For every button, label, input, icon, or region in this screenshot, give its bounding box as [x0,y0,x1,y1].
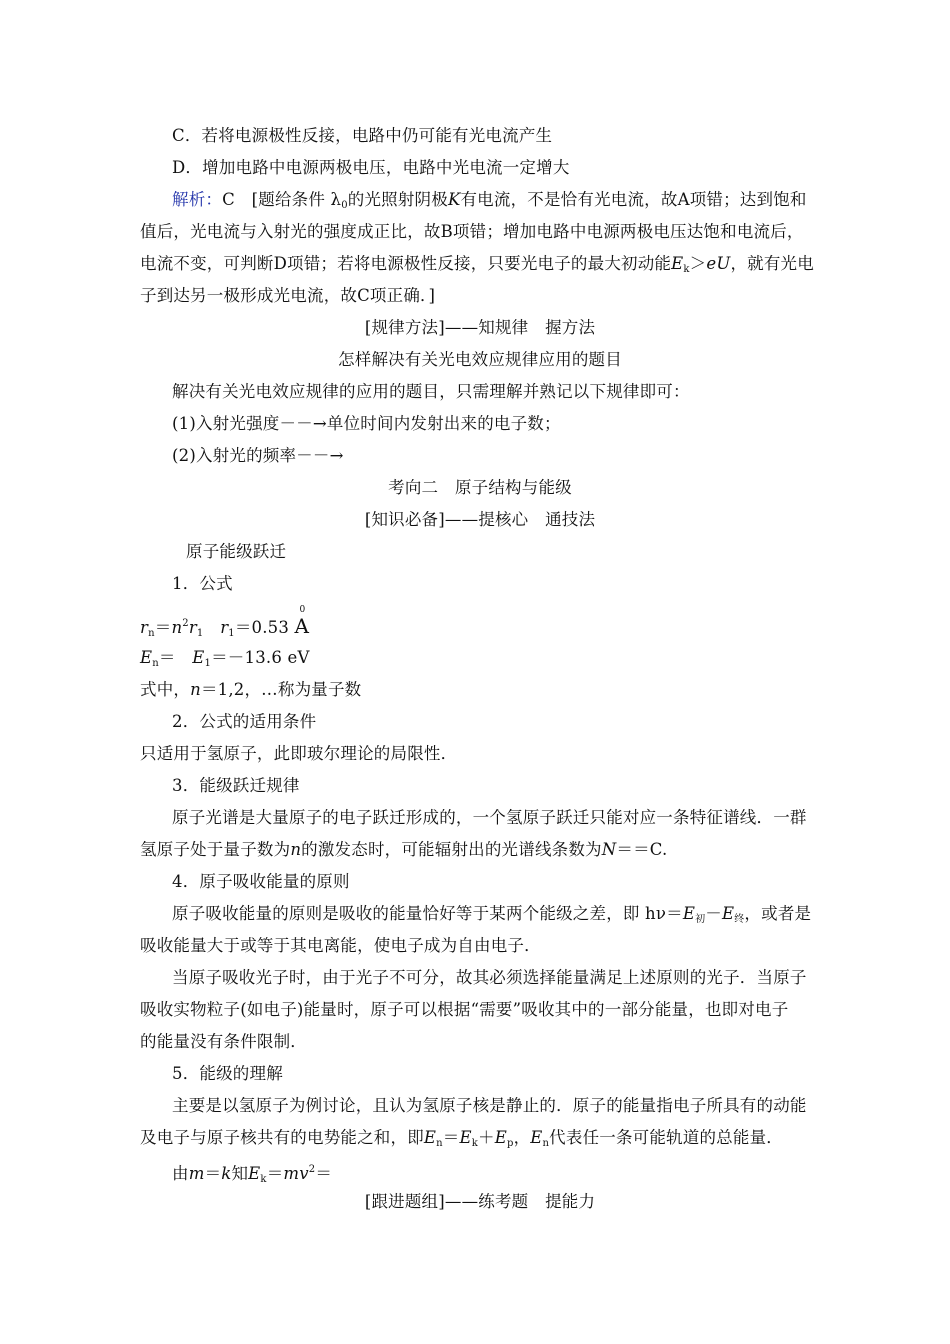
heading-4: 4．原子吸收能量的原则 [172,872,350,891]
section-title: 考向二 原子结构与能级 [388,478,572,497]
option-c: C．若将电源极性反接，电路中仍可能有光电流产生 [172,126,553,145]
paragraph-4b-line-2: 吸收实物粒子(如电子)能量时，原子可以根据“需要”吸收其中的一部分能量，也即对电子 [140,1000,789,1019]
heading-2: 2．公式的适用条件 [172,712,317,731]
rule-method-title: [规律方法]——知规律 握方法 [364,318,596,337]
paragraph-4-line-1: 原子吸收能量的原则是吸收的能量恰好等于某两个能级之差，即 $h\nu=E_初-E_终$，或者是 [172,904,812,925]
rule-2: (2)入射光的频率－－→ [172,446,344,465]
analysis-line-1: 解析：C [题给条件 $\lambda_0$的光照射阴极K有电流，不是恰有光电流，故A项错；达到饱和 [172,190,807,211]
analysis-label: 解析： [172,190,223,209]
analysis-line-4: 子到达另一极形成光电流，故C项正确．] [140,286,436,305]
option-d: D．增加电路中电源两极电压，电路中光电流一定增大 [172,158,570,177]
paragraph-5-line-3: 由m＝k知$E_k=mv^2=$ [172,1164,333,1185]
paragraph-4b-line-1: 当原子吸收光子时，由于光子不可分，故其必须选择能量满足上述原则的光子．当原子 [172,968,807,987]
paragraph-4b-line-3: 的能量没有条件限制． [140,1032,307,1051]
heading-5: 5．能级的理解 [172,1064,283,1083]
paragraph-5-line-1: 主要是以氢原子为例讨论，且认为氢原子核是静止的．原子的能量指电子所具有的动能 [172,1096,807,1115]
paragraph-4-line-2: 吸收能量大于或等于其电离能，使电子成为自由电子． [140,936,541,955]
analysis-line-3: 电流不变，可判断D项错；若将电源极性反接，只要光电子的最大初动能$E_k>eU$，就有光电 [140,254,814,275]
paragraph-2: 只适用于氢原子，此即玻尔理论的局限性． [140,744,458,763]
knowledge-title: [知识必备]——提核心 通技法 [364,510,596,529]
rule-intro: 解决有关光电效应规律的应用的题目，只需理解并熟记以下规律即可： [172,382,690,401]
heading-1: 1．公式 [172,574,233,593]
formula-radius: $r_n=n^2r_1$ $r_1=0.53$ 0 A [140,605,310,639]
rule-1: (1)入射光强度－－→单位时间内发射出来的电子数； [172,414,561,433]
transition-title: 原子能级跃迁 [186,542,287,561]
formula-energy: $E_n=$ $E_1=-13.6$ eV [140,648,310,669]
paragraph-3-line-2: 氢原子处于量子数为n的激发态时，可能辐射出的光谱线条数为N＝＝C. [140,840,668,859]
formula-note: 式中，n＝1,2，…称为量子数 [140,680,362,699]
paragraph-5-line-2: 及电子与原子核共有的电势能之和，即$E_n=E_k+E_p$，$E_n$代表任一条可能轨道的总能量． [140,1128,783,1149]
heading-3: 3．能级跃迁规律 [172,776,300,795]
paragraph-3-line-1: 原子光谱是大量原子的电子跃迁形成的，一个氢原子跃迁只能对应一条特征谱线．一群 [172,808,807,827]
analysis-line-2: 值后，光电流与入射光的强度成正比，故B项错；增加电路中电源两极电压达饱和电流后， [140,222,804,241]
rule-method-subtitle: 怎样解决有关光电效应规律应用的题目 [338,350,622,369]
followup-title: [跟进题组]——练考题 提能力 [364,1192,596,1211]
angstrom-symbol: 0 A [294,605,310,638]
